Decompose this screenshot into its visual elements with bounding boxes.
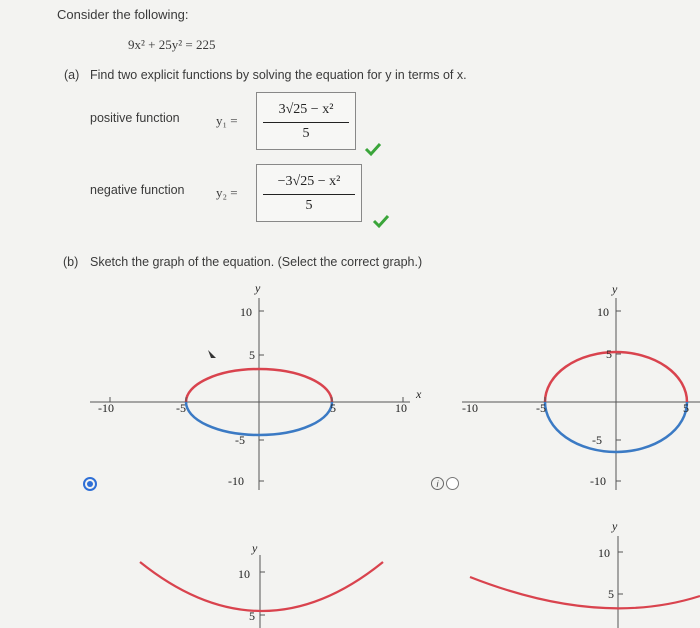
negative-function-label: negative function [90, 183, 185, 197]
tick-label: 10 [240, 305, 252, 319]
tick-label: 5 [249, 348, 255, 362]
tick-label: 5 [606, 347, 612, 361]
tick-label: -5 [536, 401, 546, 415]
tick-label: 10 [598, 546, 610, 560]
tick-label: 5 [608, 587, 614, 601]
intro-text: Consider the following: [57, 7, 189, 22]
equation: 9x² + 25y² = 225 [128, 37, 216, 52]
tick-label: -10 [590, 474, 606, 488]
positive-numerator: 3√25 − x² [278, 102, 334, 117]
tick-label: -10 [98, 401, 114, 415]
info-icon[interactable]: i [431, 477, 444, 490]
negative-denominator: 5 [305, 198, 313, 213]
part-a-label: (a) [64, 68, 80, 82]
tick-label: 10 [238, 567, 250, 581]
positive-denominator: 5 [302, 126, 310, 141]
tick-label: 5 [330, 401, 336, 415]
x-axis-label: x [416, 387, 422, 401]
tick-label: -10 [462, 401, 478, 415]
positive-function-label: positive function [90, 111, 180, 125]
y-axis-label: y [252, 541, 258, 555]
tick-label: -5 [176, 401, 186, 415]
tick-label: -5 [235, 433, 245, 447]
tick-label: -5 [592, 433, 602, 447]
tick-label: 5 [683, 401, 689, 415]
negative-numerator: −3√25 − x² [277, 174, 341, 189]
parabola-curve [470, 577, 700, 608]
tick-label: 10 [395, 401, 407, 415]
y-axis-label: y [255, 281, 261, 295]
part-b-label: (b) [63, 255, 79, 269]
y1-label: y₁ = [216, 113, 238, 128]
tick-label: 10 [597, 305, 609, 319]
tick-label: 5 [249, 609, 255, 623]
y-axis-label: y [612, 519, 618, 533]
part-b-prompt: Sketch the graph of the equation. (Select the correct graph.) [90, 255, 423, 269]
y2-label: y₂ = [216, 185, 238, 200]
part-a-prompt: Find two explicit functions by solving the equation for y in terms of x. [90, 68, 467, 82]
tick-label: -10 [228, 474, 244, 488]
y-axis-label: y [612, 282, 618, 296]
